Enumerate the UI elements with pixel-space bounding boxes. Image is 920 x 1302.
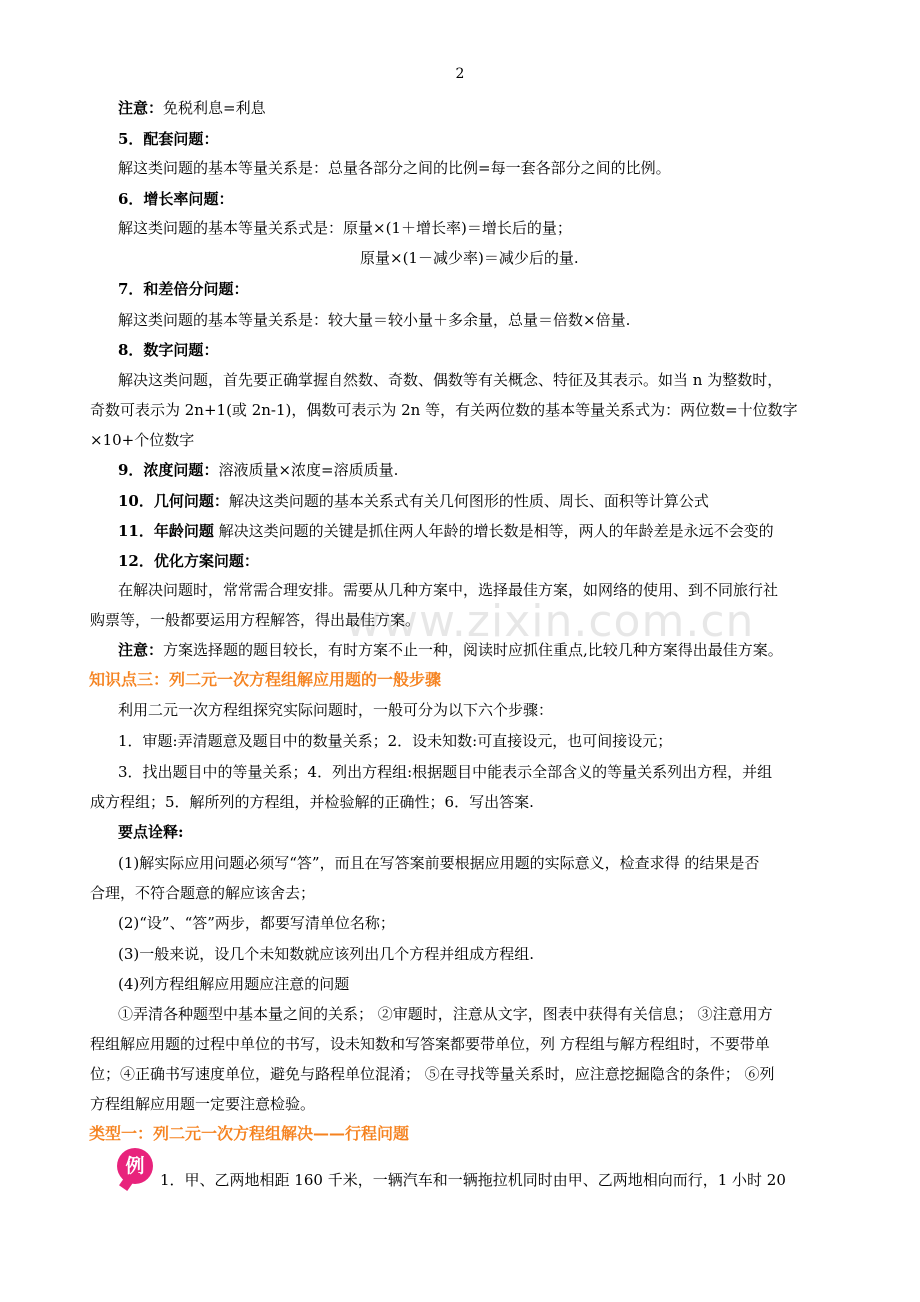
heading-8: 8．数字问题： [118,341,219,359]
heading-9-text: 溶液质量×浓度=溶质质量. [218,461,399,479]
paragraph-6a: 解这类问题的基本等量关系式是：原量×(1＋增长率)＝增长后的量； [118,219,572,237]
paragraph-7: 解这类问题的基本等量关系是：较大量＝较小量＋多余量，总量＝倍数×倍量. [118,311,631,329]
steps-line-2b: 成方程组；5．解所列的方程组，并检验解的正确性；6．写出答案. [90,793,534,811]
note-12-text: 方案选择题的题目较长，有时方案不止一种，阅读时应抓住重点,比较几种方案得出最佳方案。 [163,641,783,659]
heading-10 [118,491,709,511]
heading-12: 12．优化方案问题： [118,552,259,570]
heading-7: 7．和差倍分问题： [118,280,249,298]
heading-10-text: 解决这类问题的基本关系式有关几何图形的性质、周长、面积等计算公式 [228,492,709,510]
steps-line-1: 1．审题:弄清题意及题目中的数量关系；2．设未知数:可直接设元，也可间接设元； [118,732,673,750]
heading-11-text: 解决这类问题的关键是抓住两人年龄的增长数是相等，两人的年龄差是永远不会变的 [213,522,774,540]
heading-5: 5．配套问题： [118,130,219,148]
note-text: 免税利息=利息 [163,99,266,117]
page-number: 2 [455,66,465,82]
explanation-5b: 程组解应用题的过程中单位的书写，设未知数和写答案都要带单位，列 方程组与解方程组时，不要带单 [90,1035,770,1053]
explanation-5d: 方程组解应用题一定要注意检验。 [90,1095,316,1113]
paragraph-6b: 原量×(1－减少率)＝减少后的量. [360,249,579,267]
paragraph-8b: 奇数可表示为 2n+1(或 2n-1)，偶数可表示为 2n 等，有关两位数的基本等量关系式为：两位数=十位数字 [90,401,798,419]
steps-line-2a: 3．找出题目中的等量关系；4．列出方程组:根据题目中能表示全部含义的等量关系列出方程，并组 [118,763,773,781]
explanation-3: (3)一般来说，设几个未知数就应该列出几个方程并组成方程组. [118,945,535,963]
heading-9 [118,460,398,480]
note-line [118,98,266,118]
key-points-heading: 要点诠释: [118,823,184,841]
note-label: 注意： [118,99,164,117]
section-heading-type-1: 类型一：列二元一次方程组解决——行程问题 [89,1124,410,1143]
steps-intro: 利用二元一次方程组探究实际问题时，一般可分为以下六个步骤： [118,701,554,719]
question-1: 1．甲、乙两地相距 160 千米，一辆汽车和一辆拖拉机同时由甲、乙两地相向而行，1 小时 20 [160,1171,786,1189]
paragraph-5: 解这类问题的基本等量关系是：总量各部分之间的比例=每一套各部分之间的比例。 [118,159,671,177]
explanation-1b: 合理，不符合题意的解应该舍去； [90,884,316,902]
paragraph-12b: 购票等，一般都要运用方程解答，得出最佳方案。 [90,611,421,629]
paragraph-8c: ×10+个位数字 [90,431,195,449]
heading-11 [118,521,774,541]
heading-10-label: 10．几何问题： [118,492,229,510]
heading-6: 6．增长率问题： [118,190,234,208]
explanation-2: (2)“设”、“答”两步，都要写清单位名称； [118,914,395,932]
explanation-1a: (1)解实际应用问题必须写“答”，而且在写答案前要根据应用题的实际意义，检查求得 的结果是否 [118,854,760,872]
note-12 [118,640,783,660]
watermark: www.zixin.com.cn [345,596,755,647]
explanation-5c: 位；④正确书写速度单位，避免与路程单位混淆； ⑤在寻找等量关系时，应注意挖掘隐含的条件； ⑥列 [90,1065,775,1083]
explanation-5a: ①弄清各种题型中基本量之间的关系； ②审题时，注意从文字，图表中获得有关信息； ③注意用方 [118,1005,773,1023]
section-heading-knowledge-3: 知识点三：列二元一次方程组解应用题的一般步骤 [89,670,442,689]
example-badge-icon: 例 [117,1148,153,1184]
paragraph-12a: 在解决问题时，常常需合理安排。需要从几种方案中，选择最佳方案，如网络的使用、到不同旅行社 [118,581,779,599]
paragraph-8a: 解决这类问题，首先要正确掌握自然数、奇数、偶数等有关概念、特征及其表示。如当 n 为整数时， [118,371,783,389]
explanation-4: (4)列方程组解应用题应注意的问题 [118,975,350,993]
heading-9-label: 9．浓度问题： [118,461,219,479]
note-12-label: 注意： [118,641,164,659]
heading-11-label: 11．年龄问题 [118,522,214,540]
